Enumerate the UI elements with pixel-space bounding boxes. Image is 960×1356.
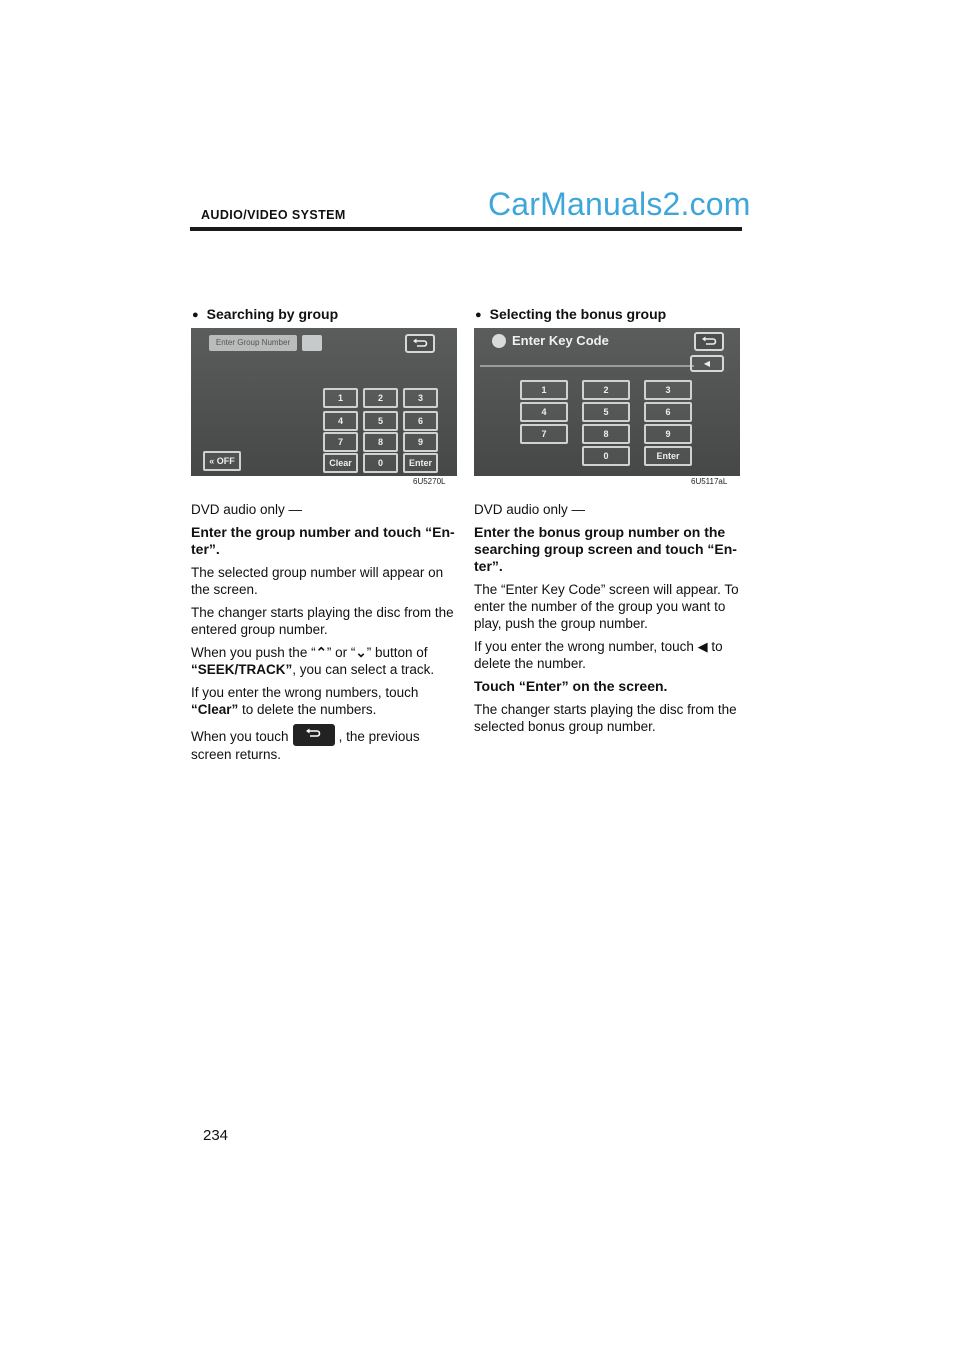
up-chevron-icon: ⌃: [315, 645, 327, 660]
key-6[interactable]: 6: [644, 402, 692, 422]
right-body: [474, 501, 742, 741]
key-clear[interactable]: Clear: [323, 453, 358, 473]
key-8[interactable]: 8: [363, 432, 398, 452]
left-p5e: , you can select a track.: [292, 662, 435, 677]
left-p7a: When you touch: [191, 729, 289, 744]
key-5[interactable]: 5: [363, 411, 398, 431]
key-enter[interactable]: Enter: [403, 453, 438, 473]
key-5[interactable]: 5: [582, 402, 630, 422]
key-6[interactable]: 6: [403, 411, 438, 431]
section-title: AUDIO/VIDEO SYSTEM: [201, 208, 346, 222]
return-button[interactable]: [694, 332, 724, 351]
seek-track-label: “SEEK/TRACK”: [191, 662, 293, 677]
key-4[interactable]: 4: [323, 411, 358, 431]
right-p3: The “Enter Key Code” screen will appear. To enter the number of the group you want to play, push the group number.: [474, 582, 739, 631]
key-1[interactable]: 1: [323, 388, 358, 408]
left-p5b: ” or “: [326, 645, 356, 660]
left-p2: Enter the group number and touch “En- ter”.: [191, 524, 455, 557]
left-p5c: ” button of: [366, 645, 428, 660]
backspace-button[interactable]: [690, 355, 724, 372]
down-chevron-icon: ⌄: [355, 645, 367, 660]
key-4[interactable]: 4: [520, 402, 568, 422]
left-arrow-icon: ◀: [697, 639, 708, 654]
left-p7b: , the previous screen returns.: [191, 729, 420, 762]
right-p4b: to delete the number.: [474, 639, 723, 671]
key-0[interactable]: 0: [363, 453, 398, 473]
key-enter[interactable]: Enter: [644, 446, 692, 466]
left-p3: The selected group number will appear on the screen.: [191, 565, 444, 597]
right-p5: Touch “Enter” on the screen.: [474, 678, 668, 694]
left-arrow-icon: ◀: [703, 359, 711, 368]
return-button[interactable]: [405, 334, 435, 353]
key-7[interactable]: 7: [323, 432, 358, 452]
return-button-inline: [293, 724, 335, 746]
right-p4: [474, 638, 742, 672]
screen-title: Enter Key Code: [512, 333, 609, 348]
header-rule: [190, 227, 742, 231]
image-code: 6U5117aL: [691, 477, 728, 486]
return-icon: [701, 336, 717, 347]
right-heading-text: Selecting the bonus group: [489, 306, 667, 322]
input-line: [480, 365, 694, 367]
right-heading: [475, 306, 666, 322]
disc-icon: [492, 334, 506, 348]
left-body: [191, 501, 459, 769]
group-number-screen: [191, 328, 457, 476]
left-p6a: If you enter the wrong numbers, touch: [191, 685, 419, 700]
left-p7: [191, 724, 459, 763]
key-7[interactable]: 7: [520, 424, 568, 444]
key-3[interactable]: 3: [403, 388, 438, 408]
key-1[interactable]: 1: [520, 380, 568, 400]
left-p5: [191, 644, 459, 678]
input-display: [302, 335, 322, 351]
key-8[interactable]: 8: [582, 424, 630, 444]
key-code-screen: [474, 328, 740, 476]
key-2[interactable]: 2: [582, 380, 630, 400]
left-p5a: When you push the “: [191, 645, 316, 660]
left-heading: [192, 306, 338, 322]
screen-title: Enter Group Number: [209, 335, 297, 351]
bullet-icon: ●: [192, 309, 199, 321]
key-9[interactable]: 9: [403, 432, 438, 452]
key-2[interactable]: 2: [363, 388, 398, 408]
return-icon: [305, 728, 321, 739]
key-9[interactable]: 9: [644, 424, 692, 444]
right-p4a: If you enter the wrong number, touch: [474, 639, 694, 654]
off-button[interactable]: [203, 451, 241, 471]
bullet-icon: ●: [475, 309, 482, 321]
left-p6: [191, 684, 459, 718]
image-code: 6U5270L: [413, 477, 446, 486]
off-label: OFF: [216, 456, 235, 466]
watermark: CarManuals2.com: [488, 186, 751, 222]
right-p2: Enter the bonus group number on the searching group screen and touch “En- ter”.: [474, 524, 737, 574]
left-heading-text: Searching by group: [206, 306, 339, 322]
right-p1: DVD audio only —: [474, 502, 586, 517]
left-p6c: to delete the numbers.: [238, 702, 377, 717]
key-0[interactable]: 0: [582, 446, 630, 466]
page-number: 234: [203, 1127, 229, 1144]
rewind-icon: «: [209, 456, 215, 466]
left-p1: DVD audio only —: [191, 502, 303, 517]
clear-label: “Clear”: [191, 702, 239, 717]
right-p6: The changer starts playing the disc from the selected bonus group number.: [474, 702, 737, 734]
return-icon: [412, 338, 428, 349]
key-3[interactable]: 3: [644, 380, 692, 400]
left-p4: The changer starts playing the disc from the entered group number.: [191, 605, 454, 637]
